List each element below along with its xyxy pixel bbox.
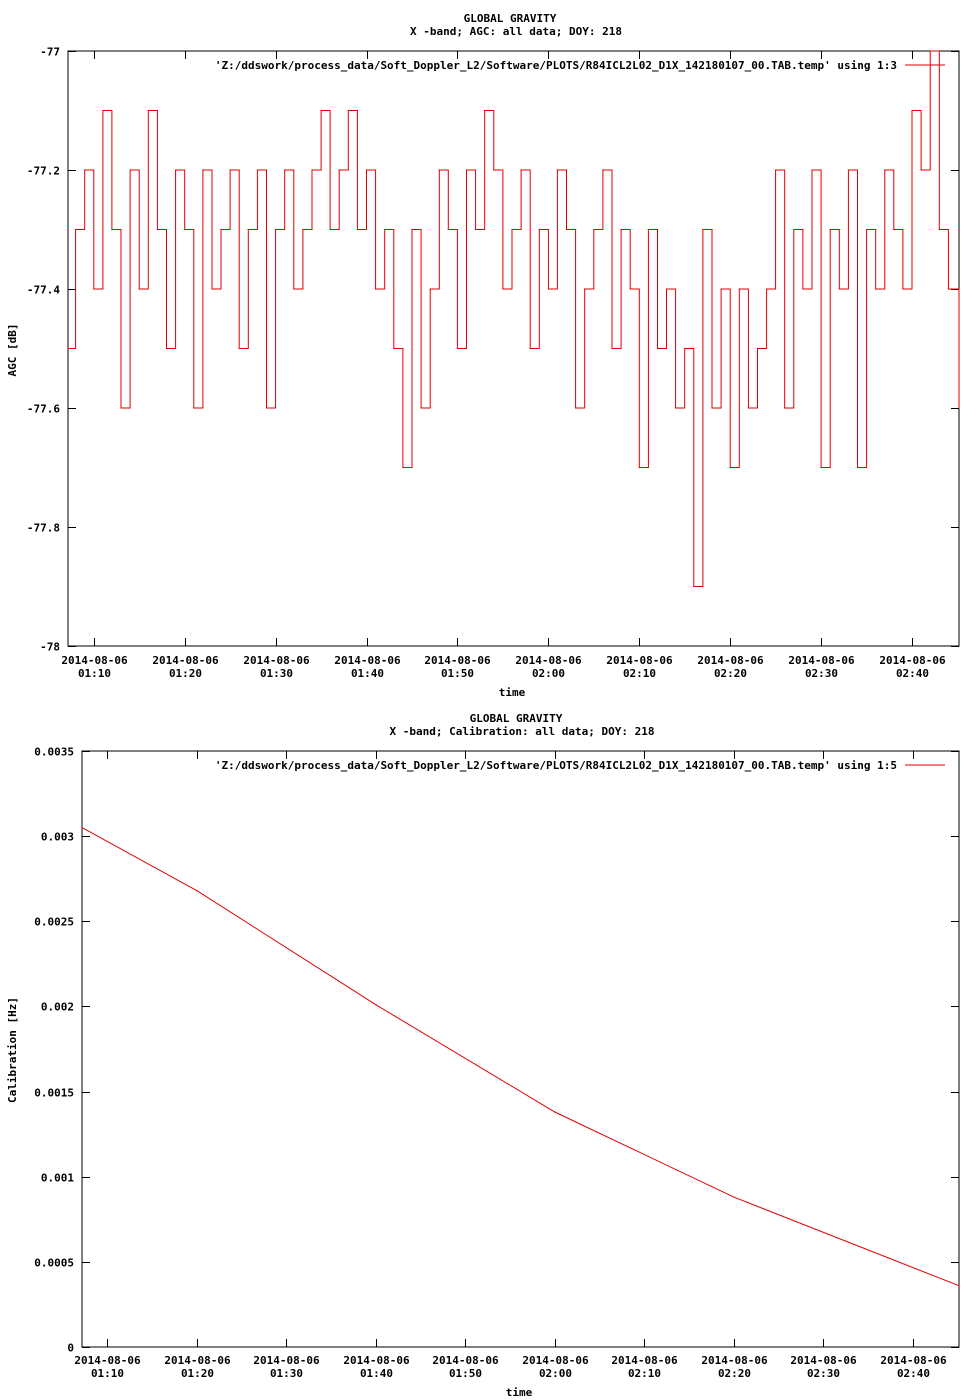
- data-point: [675, 407, 676, 408]
- data-point: [384, 229, 385, 230]
- data-point: [902, 288, 903, 289]
- calibration-chart-subtitle: X -band; Calibration: all data; DOY: 218: [389, 725, 655, 738]
- x-tick-time-label: 02:40: [896, 1367, 931, 1380]
- data-point: [93, 288, 94, 289]
- x-tick-time-label: 02:40: [895, 667, 930, 680]
- data-point: [302, 229, 303, 230]
- data-point: [575, 407, 576, 408]
- x-tick-time-label: 01:10: [90, 1367, 125, 1380]
- x-tick-time-label: 01:20: [168, 667, 203, 680]
- series-line: [68, 51, 959, 587]
- data-point: [484, 110, 485, 111]
- data-point: [748, 407, 749, 408]
- x-tick-time-label: 02:10: [627, 1367, 662, 1380]
- data-point: [493, 169, 494, 170]
- data-point: [466, 169, 467, 170]
- x-tick-time-label: 02:00: [531, 667, 566, 680]
- x-tick-date-label: 2014-08-06: [343, 1354, 410, 1367]
- x-tick-time-label: 02:20: [713, 667, 748, 680]
- x-tick-date-label: 2014-08-06: [61, 654, 128, 667]
- data-point: [139, 288, 140, 289]
- x-tick-time-label: 02:20: [717, 1367, 752, 1380]
- data-point: [157, 229, 158, 230]
- y-tick-label: -77.4: [26, 283, 60, 297]
- data-point: [266, 407, 267, 408]
- data-point: [911, 110, 912, 111]
- data-point: [784, 407, 785, 408]
- data-point: [958, 407, 959, 408]
- data-point: [893, 229, 894, 230]
- data-point: [430, 288, 431, 289]
- data-point: [539, 229, 540, 230]
- data-point: [375, 1004, 376, 1005]
- x-tick-time-label: 02:30: [804, 667, 839, 680]
- data-point: [111, 229, 112, 230]
- data-point: [948, 288, 949, 289]
- data-point: [593, 229, 594, 230]
- data-point: [230, 169, 231, 170]
- y-tick-label: 0.002: [40, 1000, 74, 1014]
- data-point: [657, 348, 658, 349]
- data-point: [958, 1285, 959, 1286]
- data-point: [930, 50, 931, 51]
- x-tick-date-label: 2014-08-06: [880, 1354, 947, 1367]
- data-point: [193, 407, 194, 408]
- plot-frame: [82, 751, 959, 1347]
- x-tick-date-label: 2014-08-06: [697, 654, 764, 667]
- data-point: [630, 288, 631, 289]
- x-tick-time-label: 01:20: [180, 1367, 215, 1380]
- y-tick-label: 0.0025: [34, 915, 74, 929]
- data-point: [621, 229, 622, 230]
- data-point: [220, 229, 221, 230]
- calibration-chart: [6, 712, 960, 1399]
- data-point: [666, 288, 667, 289]
- data-point: [739, 288, 740, 289]
- data-point: [921, 169, 922, 170]
- x-tick-date-label: 2014-08-06: [424, 654, 491, 667]
- data-point: [548, 288, 549, 289]
- data-point: [802, 288, 803, 289]
- data-point: [148, 110, 149, 111]
- data-point: [102, 110, 103, 111]
- data-point: [566, 229, 567, 230]
- data-point: [730, 467, 731, 468]
- data-point: [766, 288, 767, 289]
- data-point: [321, 110, 322, 111]
- data-point: [457, 348, 458, 349]
- x-tick-time-label: 01:30: [269, 1367, 304, 1380]
- agc-chart-subtitle: X -band; AGC: all data; DOY: 218: [410, 25, 622, 38]
- x-tick-date-label: 2014-08-06: [243, 654, 310, 667]
- x-tick-date-label: 2014-08-06: [701, 1354, 768, 1367]
- data-point: [311, 169, 312, 170]
- data-point: [196, 890, 197, 891]
- x-tick-date-label: 2014-08-06: [334, 654, 401, 667]
- data-point: [530, 348, 531, 349]
- x-tick-date-label: 2014-08-06: [74, 1354, 141, 1367]
- agc-y-axis-label: AGC [dB]: [6, 323, 19, 377]
- data-point: [375, 288, 376, 289]
- data-point: [511, 229, 512, 230]
- data-point: [866, 229, 867, 230]
- data-point: [848, 169, 849, 170]
- data-point: [648, 229, 649, 230]
- calibration-y-axis-label: Calibration [Hz]: [6, 997, 19, 1103]
- y-tick-label: 0.001: [40, 1171, 74, 1185]
- data-point: [402, 467, 403, 468]
- series-line: [82, 828, 959, 1286]
- x-tick-date-label: 2014-08-06: [515, 654, 582, 667]
- data-point: [284, 169, 285, 170]
- data-point: [130, 169, 131, 170]
- plot-frame: [68, 51, 959, 646]
- x-tick-date-label: 2014-08-06: [788, 654, 855, 667]
- agc-chart-title: GLOBAL GRAVITY: [463, 12, 557, 25]
- x-tick-date-label: 2014-08-06: [879, 654, 946, 667]
- data-point: [775, 169, 776, 170]
- data-point: [67, 348, 68, 349]
- x-tick-time-label: 01:40: [350, 667, 385, 680]
- data-point: [502, 288, 503, 289]
- data-point: [721, 288, 722, 289]
- agc-legend-label: 'Z:/ddswork/process_data/Soft_Doppler_L2/Software/PLOTS/R84ICL2L02_D1X_142180107_00.TAB.temp' using 1:3: [214, 59, 897, 72]
- data-point: [602, 169, 603, 170]
- agc-x-axis-label: time: [498, 686, 526, 699]
- data-point: [875, 288, 876, 289]
- y-tick-label: -77.2: [26, 164, 60, 178]
- data-point: [639, 467, 640, 468]
- y-tick-label: -78: [40, 640, 60, 654]
- data-point: [684, 348, 685, 349]
- x-tick-date-label: 2014-08-06: [611, 1354, 678, 1367]
- data-point: [811, 169, 812, 170]
- calibration-x-axis-label: time: [505, 1386, 533, 1399]
- data-point: [693, 586, 694, 587]
- data-point: [939, 229, 940, 230]
- data-point: [421, 407, 422, 408]
- x-tick-date-label: 2014-08-06: [432, 1354, 499, 1367]
- calibration-chart-title: GLOBAL GRAVITY: [469, 712, 563, 725]
- x-tick-date-label: 2014-08-06: [606, 654, 673, 667]
- data-point: [293, 288, 294, 289]
- data-point: [81, 827, 82, 828]
- data-point: [120, 407, 121, 408]
- data-point: [830, 229, 831, 230]
- data-point: [393, 348, 394, 349]
- data-point: [248, 229, 249, 230]
- y-tick-label: -77: [40, 45, 60, 59]
- x-tick-time-label: 01:40: [359, 1367, 394, 1380]
- y-tick-label: 0.003: [40, 830, 74, 844]
- data-point: [166, 348, 167, 349]
- data-point: [448, 229, 449, 230]
- y-tick-label: -77.8: [26, 521, 60, 535]
- x-tick-time-label: 01:10: [77, 667, 112, 680]
- data-point: [330, 229, 331, 230]
- x-tick-date-label: 2014-08-06: [253, 1354, 320, 1367]
- calibration-legend-label: 'Z:/ddswork/process_data/Soft_Doppler_L2/Software/PLOTS/R84ICL2L02_D1X_142180107_00.TAB.temp' using 1:5: [214, 759, 897, 772]
- data-point: [711, 407, 712, 408]
- data-point: [557, 169, 558, 170]
- data-point: [84, 169, 85, 170]
- y-tick-label: 0.0005: [34, 1256, 74, 1270]
- y-tick-label: 0.0015: [34, 1086, 74, 1100]
- agc-chart: [6, 12, 960, 699]
- data-point: [733, 1197, 734, 1198]
- data-point: [211, 288, 212, 289]
- data-point: [75, 229, 76, 230]
- data-point: [175, 169, 176, 170]
- data-point: [702, 229, 703, 230]
- x-tick-date-label: 2014-08-06: [164, 1354, 231, 1367]
- x-tick-time-label: 01:50: [440, 667, 475, 680]
- y-tick-label: 0.0035: [34, 745, 74, 759]
- x-tick-time-label: 01:30: [259, 667, 294, 680]
- data-point: [584, 288, 585, 289]
- data-point: [339, 169, 340, 170]
- data-point: [554, 1111, 555, 1112]
- data-point: [239, 348, 240, 349]
- data-point: [857, 467, 858, 468]
- data-point: [521, 169, 522, 170]
- x-tick-time-label: 02:00: [538, 1367, 573, 1380]
- data-point: [611, 348, 612, 349]
- data-point: [793, 229, 794, 230]
- data-point: [184, 229, 185, 230]
- data-point: [357, 229, 358, 230]
- x-tick-time-label: 02:30: [806, 1367, 841, 1380]
- data-point: [202, 169, 203, 170]
- data-point: [257, 169, 258, 170]
- data-point: [884, 169, 885, 170]
- data-point: [757, 348, 758, 349]
- data-point: [439, 169, 440, 170]
- data-point: [275, 229, 276, 230]
- data-point: [411, 229, 412, 230]
- data-point: [475, 229, 476, 230]
- x-tick-date-label: 2014-08-06: [790, 1354, 857, 1367]
- x-tick-time-label: 02:10: [622, 667, 657, 680]
- data-point: [348, 110, 349, 111]
- y-tick-label: -77.6: [26, 402, 60, 416]
- x-tick-time-label: 01:50: [448, 1367, 483, 1380]
- data-point: [839, 288, 840, 289]
- x-tick-date-label: 2014-08-06: [152, 654, 219, 667]
- data-point: [366, 169, 367, 170]
- data-point: [821, 467, 822, 468]
- y-tick-label: 0: [67, 1341, 74, 1355]
- x-tick-date-label: 2014-08-06: [522, 1354, 589, 1367]
